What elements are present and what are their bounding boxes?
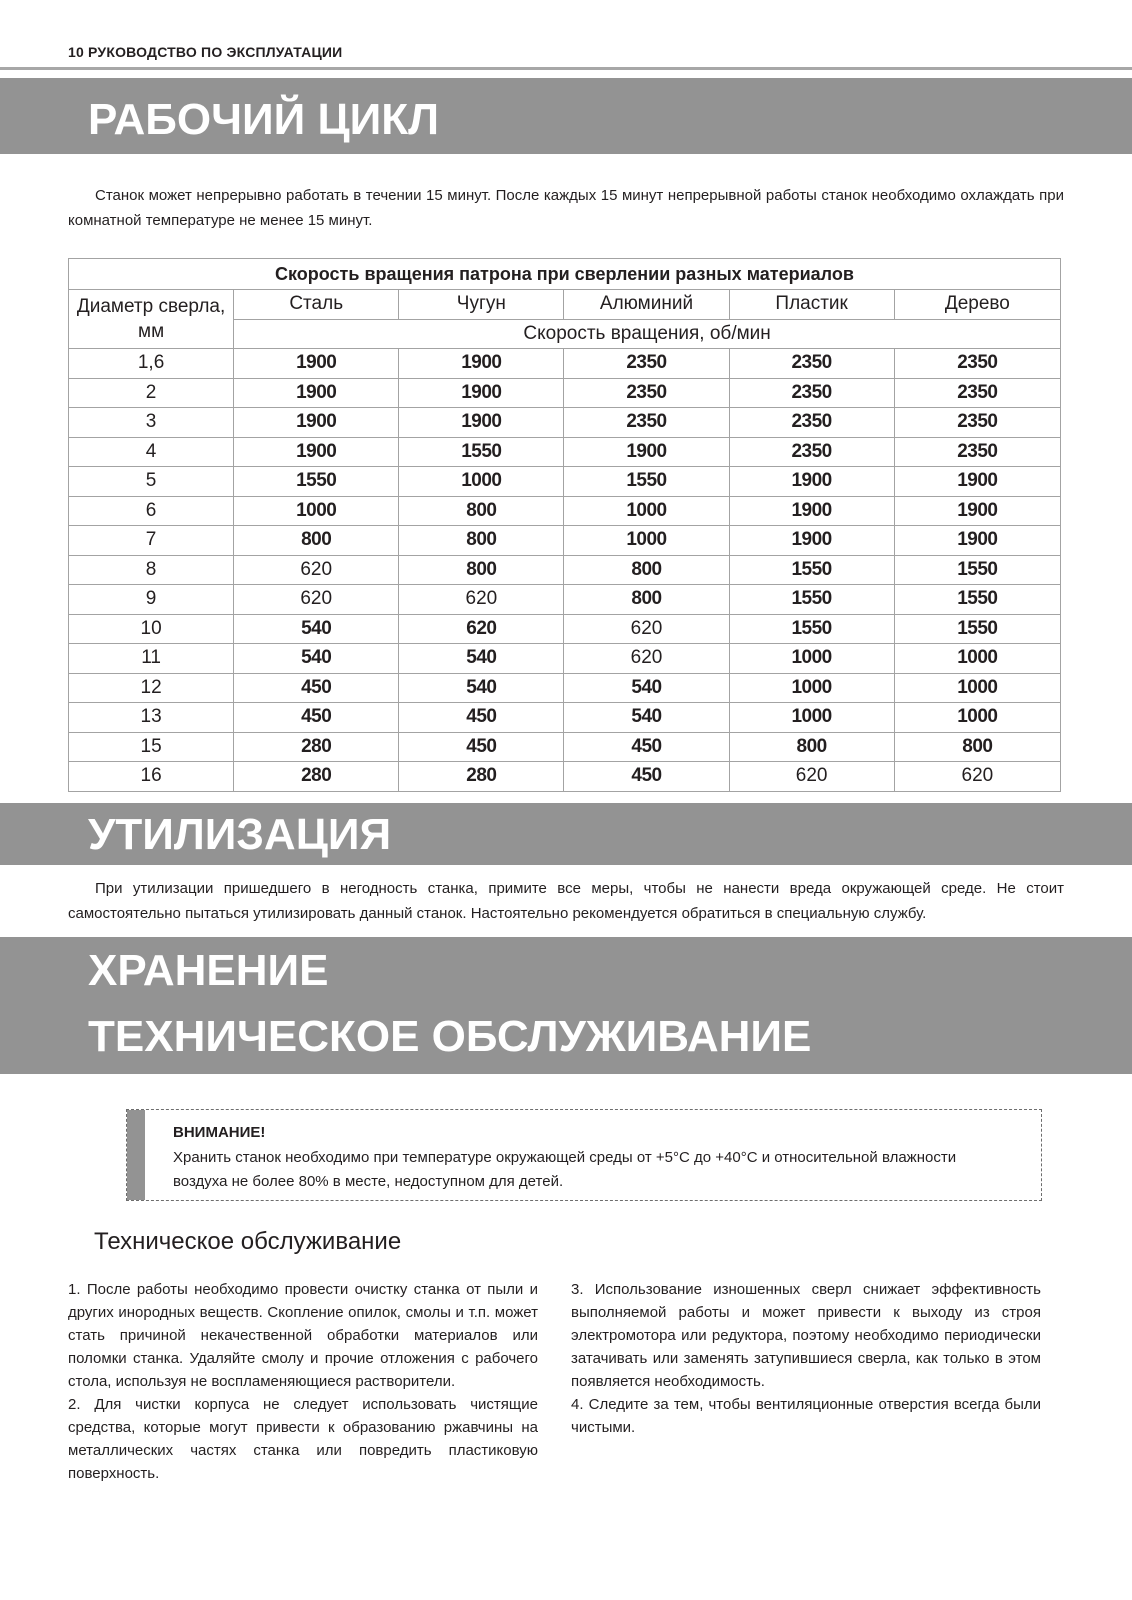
speed-cell: 450 (234, 703, 399, 733)
maintenance-item: 3. Использование изношенных сверл снижает эффективность выполняемой работы и может привести к выходу из строя электромотора или редуктора, поэтому необходимо периодически затачивать или заменять затупившиеся сверла, как только в этом появляется необходимость. (571, 1281, 1041, 1390)
speed-cell: 620 (729, 762, 894, 792)
speed-cell: 2350 (729, 349, 894, 379)
material-header: Дерево (894, 290, 1060, 320)
speed-cell: 1550 (894, 555, 1060, 585)
diameter-cell: 1,6 (69, 349, 234, 379)
table-row (69, 585, 1061, 615)
disposal-text: При утилизации пришедшего в негодность станка, примите все меры, чтобы не нанести вреда окружающей среде. Не стоит самостоятельно пытаться утилизировать данный станок. Настоятельно рекомендуется обратиться в специальную службу. (68, 880, 1064, 922)
speed-cell: 1900 (729, 526, 894, 556)
material-header: Алюминий (564, 290, 729, 320)
material-header: Чугун (399, 290, 564, 320)
speed-cell: 620 (234, 555, 399, 585)
speed-cell: 800 (564, 585, 729, 615)
speed-cell: 1000 (234, 496, 399, 526)
diameter-cell: 12 (69, 673, 234, 703)
speed-cell: 1000 (894, 703, 1060, 733)
speed-cell: 1900 (234, 349, 399, 379)
diameter-cell: 9 (69, 585, 234, 615)
speed-cell: 450 (564, 732, 729, 762)
maintenance-item: 4. Следите за тем, чтобы вентиляционные отверстия всегда были чистыми. (571, 1396, 1041, 1436)
material-header: Сталь (234, 290, 399, 320)
notice-bar (127, 1110, 145, 1200)
speed-cell: 620 (894, 762, 1060, 792)
speed-cell: 1550 (399, 437, 564, 467)
speed-units-header: Скорость вращения, об/мин (234, 319, 1061, 349)
speed-cell: 1550 (894, 585, 1060, 615)
speed-cell: 1000 (729, 644, 894, 674)
speed-cell: 2350 (894, 378, 1060, 408)
storage-heading: ХРАНЕНИЕ (88, 946, 329, 995)
work-cycle-banner (0, 78, 1132, 154)
table-row (69, 526, 1061, 556)
speed-cell: 1900 (399, 349, 564, 379)
diameter-cell: 5 (69, 467, 234, 497)
speed-cell: 1000 (729, 703, 894, 733)
maintenance-item: 1. После работы необходимо провести очистку станка от пыли и других инородных веществ. Скопление опилок, смолы и т.п. может стать причиной некачественной обработки материалов или поломки станка. Удаляйте смолу и прочие отложения с рабочего стола, используя не воспламеняющиеся растворители. (68, 1281, 538, 1390)
speed-cell: 540 (234, 644, 399, 674)
speed-cell: 2350 (564, 378, 729, 408)
speed-cell: 800 (399, 526, 564, 556)
speed-cell: 450 (234, 673, 399, 703)
table-row (69, 614, 1061, 644)
table-row (69, 378, 1061, 408)
storage-banner (0, 937, 1132, 1074)
work-cycle-heading: РАБОЧИЙ ЦИКЛ (88, 95, 439, 144)
maintenance-subheading: Техническое обслуживание (94, 1228, 402, 1255)
speed-cell: 1900 (729, 496, 894, 526)
diameter-cell: 11 (69, 644, 234, 674)
speed-cell: 1550 (564, 467, 729, 497)
speed-table (68, 258, 1061, 792)
material-header: Пластик (729, 290, 894, 320)
speed-cell: 1000 (894, 673, 1060, 703)
diameter-cell: 8 (69, 555, 234, 585)
speed-cell: 1550 (729, 555, 894, 585)
speed-cell: 800 (234, 526, 399, 556)
speed-table-title: Скорость вращения патрона при сверлении разных материалов (69, 259, 1061, 290)
speed-cell: 280 (234, 732, 399, 762)
speed-cell: 2350 (729, 437, 894, 467)
speed-cell: 450 (399, 703, 564, 733)
table-row (69, 703, 1061, 733)
speed-cell: 2350 (564, 408, 729, 438)
table-row (69, 349, 1061, 379)
disposal-heading: УТИЛИЗАЦИЯ (88, 810, 392, 859)
table-row (69, 467, 1061, 497)
header-rule (0, 67, 1132, 70)
speed-cell: 1900 (399, 408, 564, 438)
speed-cell: 800 (729, 732, 894, 762)
speed-cell: 2350 (894, 349, 1060, 379)
speed-cell: 2350 (564, 349, 729, 379)
disposal-banner (0, 803, 1132, 865)
speed-cell: 2350 (894, 408, 1060, 438)
speed-cell: 620 (234, 585, 399, 615)
speed-cell: 1900 (234, 437, 399, 467)
table-row (69, 762, 1061, 792)
speed-cell: 620 (399, 585, 564, 615)
diameter-cell: 10 (69, 614, 234, 644)
speed-cell: 1000 (894, 644, 1060, 674)
notice-text: Хранить станок необходимо при температуре окружающей среды от +5°С до +40°С и относительной влажности воздуха не более 80% в месте, недоступном для детей. (173, 1149, 957, 1190)
speed-cell: 540 (564, 703, 729, 733)
speed-cell: 1550 (234, 467, 399, 497)
speed-cell: 2350 (729, 378, 894, 408)
maintenance-column-left (68, 1278, 538, 1485)
speed-cell: 800 (894, 732, 1060, 762)
speed-cell: 450 (399, 732, 564, 762)
diameter-header: Диаметр сверла, мм (69, 290, 234, 349)
diameter-cell: 15 (69, 732, 234, 762)
speed-cell: 1000 (729, 673, 894, 703)
table-row (69, 437, 1061, 467)
speed-cell: 800 (564, 555, 729, 585)
speed-cell: 540 (564, 673, 729, 703)
speed-cell: 1900 (234, 408, 399, 438)
table-row (69, 408, 1061, 438)
diameter-cell: 16 (69, 762, 234, 792)
speed-cell: 280 (234, 762, 399, 792)
speed-cell: 1000 (564, 526, 729, 556)
speed-cell: 1000 (564, 496, 729, 526)
speed-cell: 1000 (399, 467, 564, 497)
speed-cell: 280 (399, 762, 564, 792)
speed-cell: 1900 (564, 437, 729, 467)
speed-cell: 1550 (729, 585, 894, 615)
diameter-cell: 6 (69, 496, 234, 526)
speed-cell: 450 (564, 762, 729, 792)
speed-cell: 1900 (729, 467, 894, 497)
speed-cell: 1900 (399, 378, 564, 408)
speed-cell: 1900 (894, 496, 1060, 526)
speed-cell: 2350 (729, 408, 894, 438)
speed-cell: 1900 (894, 467, 1060, 497)
table-row (69, 732, 1061, 762)
speed-cell: 540 (234, 614, 399, 644)
work-cycle-text: Станок может непрерывно работать в течении 15 минут. После каждых 15 минут непрерывной работы станок необходимо охлаждать при комнатной температуре не менее 15 минут. (68, 187, 1064, 229)
speed-cell: 540 (399, 673, 564, 703)
table-row (69, 644, 1061, 674)
speed-cell: 620 (399, 614, 564, 644)
diameter-cell: 7 (69, 526, 234, 556)
table-row (69, 496, 1061, 526)
diameter-cell: 3 (69, 408, 234, 438)
diameter-cell: 4 (69, 437, 234, 467)
maintenance-column-right (571, 1278, 1041, 1439)
notice-title: ВНИМАНИЕ! (173, 1124, 266, 1141)
speed-cell: 540 (399, 644, 564, 674)
diameter-cell: 2 (69, 378, 234, 408)
speed-cell: 1550 (894, 614, 1060, 644)
speed-cell: 1550 (729, 614, 894, 644)
table-row (69, 673, 1061, 703)
maintenance-heading: ТЕХНИЧЕСКОЕ ОБСЛУЖИВАНИЕ (88, 1012, 812, 1061)
warning-notice (126, 1109, 1042, 1201)
speed-cell: 800 (399, 496, 564, 526)
speed-cell: 2350 (894, 437, 1060, 467)
table-row (69, 555, 1061, 585)
speed-cell: 620 (564, 614, 729, 644)
speed-cell: 800 (399, 555, 564, 585)
diameter-cell: 13 (69, 703, 234, 733)
speed-cell: 1900 (234, 378, 399, 408)
maintenance-item: 2. Для чистки корпуса не следует использовать чистящие средства, которые могут привести к образованию ржавчины на металлических частях станка или повредить пластиковую поверхность. (68, 1396, 538, 1482)
speed-cell: 620 (564, 644, 729, 674)
speed-cell: 1900 (894, 526, 1060, 556)
page-header: 10 РУКОВОДСТВО ПО ЭКСПЛУАТАЦИИ (68, 44, 343, 60)
